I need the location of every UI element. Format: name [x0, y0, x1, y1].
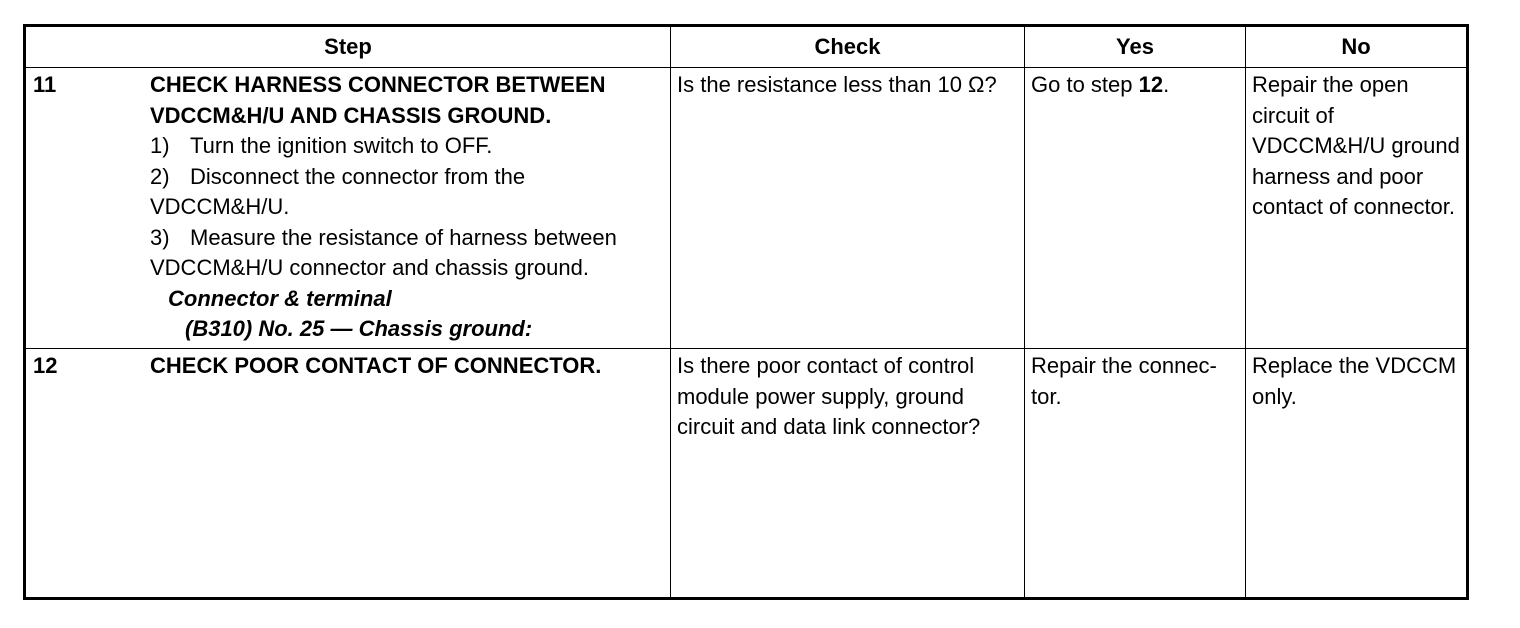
- step-content: [150, 68, 670, 345]
- check-text: Is the resistance less than 10 Ω?: [677, 72, 997, 97]
- table-row-step-11: [25, 68, 1468, 349]
- instruction-number: 3): [150, 224, 170, 250]
- instruction-number: 2): [150, 163, 170, 189]
- step-cell: [25, 68, 671, 349]
- diagnostic-table: [23, 24, 1469, 600]
- instruction-text: Disconnect the connector from the: [190, 163, 526, 189]
- yes-prefix: Go to step: [1031, 72, 1139, 97]
- step-cell: [25, 349, 671, 599]
- yes-cell: [1025, 68, 1246, 349]
- spec-label: Connector & terminal: [168, 285, 392, 311]
- step-number: 12: [33, 353, 58, 378]
- instruction-2: [150, 162, 666, 193]
- header-no: No: [1246, 26, 1468, 68]
- instruction-1: [150, 131, 666, 162]
- step-title: CHECK POOR CONTACT OF CONNECTOR.: [150, 353, 602, 378]
- instruction-3: [150, 223, 666, 254]
- yes-cell: [1025, 349, 1246, 599]
- instruction-number: 1): [150, 133, 170, 158]
- instruction-text: Measure the resistance of harness between: [190, 224, 617, 250]
- header-yes: Yes: [1025, 26, 1246, 68]
- step-title-line1: CHECK HARNESS CONNECTOR BETWEEN: [150, 72, 606, 97]
- header-step: Step: [25, 26, 671, 68]
- step-content: [150, 349, 670, 382]
- instruction-text: Turn the ignition switch to OFF.: [190, 133, 493, 158]
- instruction-3-continuation: VDCCM&H/U connector and chassis ground.: [150, 255, 589, 280]
- header-check: Check: [671, 26, 1025, 68]
- step-number: 11: [33, 72, 57, 97]
- header-row: [25, 26, 1468, 68]
- yes-suffix: .: [1163, 72, 1170, 97]
- no-text: Replace the VDCCM only.: [1252, 353, 1457, 409]
- step-title-line2: VDCCM&H/U AND CHASSIS GROUND.: [150, 102, 552, 128]
- spec-value: (B310) No. 25 — Chassis ground:: [185, 316, 533, 341]
- no-cell: [1246, 68, 1468, 349]
- yes-text: Repair the connec- tor.: [1031, 353, 1217, 409]
- check-cell: [671, 68, 1025, 349]
- no-cell: [1246, 349, 1468, 599]
- check-text: Is there poor contact of control module power supply, ground circuit and data link connector?: [677, 353, 981, 439]
- instruction-2-continuation: VDCCM&H/U.: [150, 194, 290, 219]
- yes-step-ref: 12: [1138, 72, 1164, 97]
- check-cell: [671, 349, 1025, 599]
- table-row-step-12: [25, 349, 1468, 599]
- yes-text: [1025, 68, 1245, 101]
- no-text: Repair the open circuit of VDCCM&H/U ground harness and poor contact of connector.: [1252, 72, 1460, 219]
